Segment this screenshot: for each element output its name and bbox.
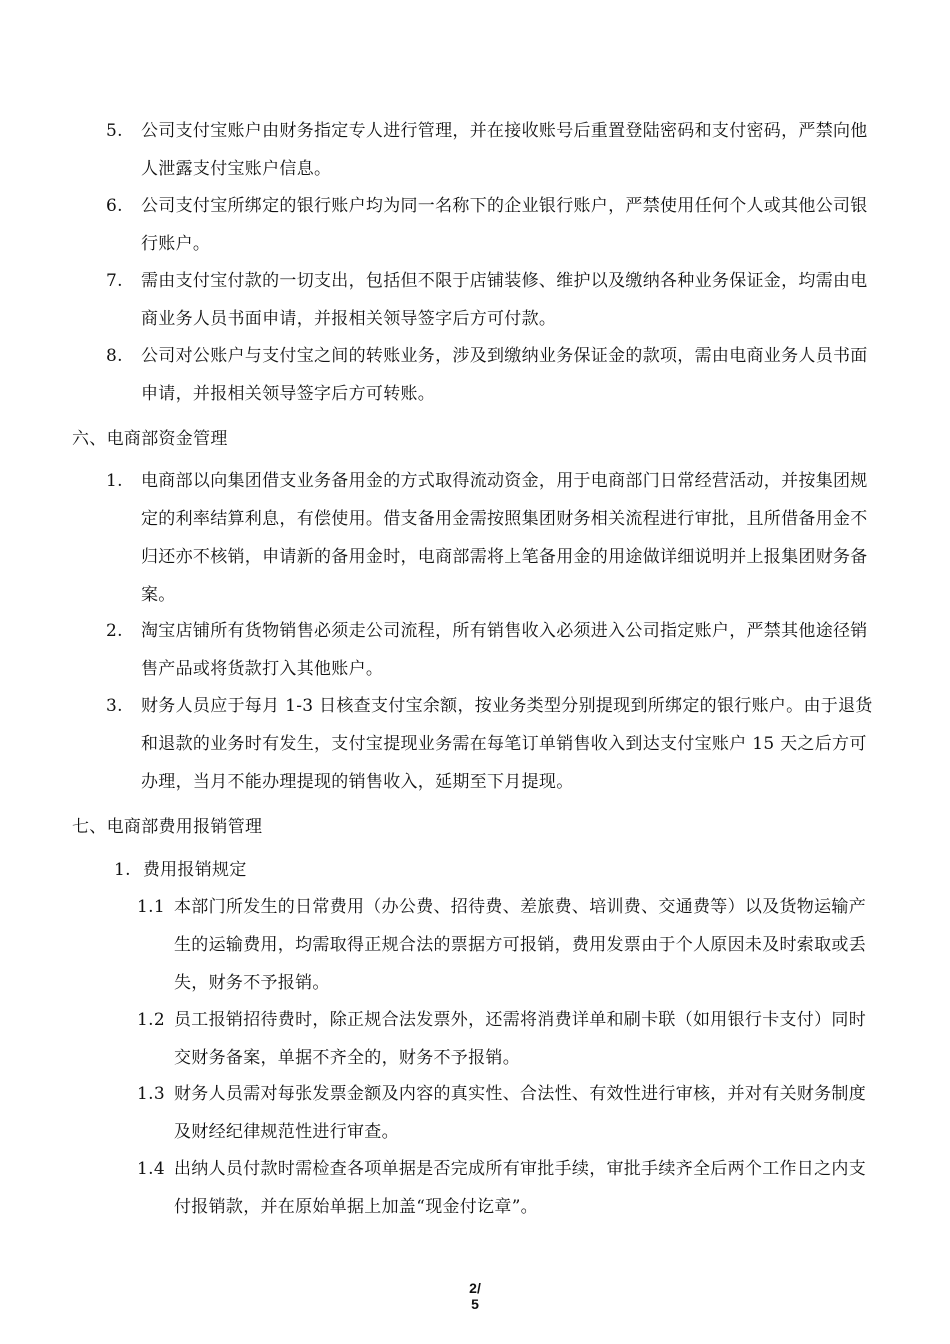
list-item: [137, 1075, 877, 1151]
item-number: 5.: [106, 121, 123, 141]
subsection-title: [114, 851, 247, 889]
page-number: [0, 1280, 950, 1312]
item-text: 员工报销招待费时，除正规合法发票外，还需将消费详单和刷卡联（如用银行卡支付）同时交财务备案，单据不齐全的，财务不予报销。: [174, 1010, 866, 1068]
item-text: 公司支付宝账户由财务指定专人进行管理，并在接收账号后重置登陆密码和支付密码，严禁向他人泄露支付宝账户信息。: [141, 121, 868, 179]
page-number-line: 2/: [469, 1280, 481, 1296]
list-item: [106, 687, 876, 801]
item-number: 1.1: [137, 897, 165, 917]
page-number-line: 5: [471, 1296, 479, 1312]
item-number: 3.: [106, 696, 123, 716]
item-number: 1.4: [137, 1159, 165, 1179]
item-number: 1.2: [137, 1010, 165, 1030]
list-item: [106, 262, 876, 338]
subsection-number: 1.: [114, 860, 131, 880]
item-text: 财务人员需对每张发票金额及内容的真实性、合法性、有效性进行审核，并对有关财务制度及财经纪律规范性进行审查。: [174, 1084, 866, 1142]
item-text: 财务人员应于每月 1-3 日核查支付宝余额，按业务类型分别提现到所绑定的银行账户。由于退货和退款的业务时有发生，支付宝提现业务需在每笔订单销售收入到达支付宝账户 15 天之后方可办理，当月不能办理提现的销售收入，延期至下月提现。: [141, 696, 873, 792]
item-text: 出纳人员付款时需检查各项单据是否完成所有审批手续，审批手续齐全后两个工作日之内支付报销款，并在原始单据上加盖“现金付讫章”。: [174, 1159, 866, 1217]
item-text: 公司支付宝所绑定的银行账户均为同一名称下的企业银行账户，严禁使用任何个人或其他公司银行账户。: [141, 196, 868, 254]
list-item: [137, 888, 877, 1002]
item-text: 公司对公账户与支付宝之间的转账业务，涉及到缴纳业务保证金的款项，需由电商业务人员书面申请，并报相关领导签字后方可转账。: [141, 346, 868, 404]
section-heading: 七、电商部费用报销管理: [72, 817, 263, 837]
item-text: 淘宝店铺所有货物销售必须走公司流程，所有销售收入必须进入公司指定账户，严禁其他途径销售产品或将货款打入其他账户。: [141, 621, 868, 679]
item-number: 1.3: [137, 1084, 165, 1104]
list-item: [106, 337, 876, 413]
section-heading: 六、电商部资金管理: [72, 429, 228, 449]
item-text: 需由支付宝付款的一切支出，包括但不限于店铺装修、维护以及缴纳各种业务保证金，均需由电商业务人员书面申请，并报相关领导签字后方可付款。: [141, 271, 868, 329]
list-item: [106, 187, 876, 263]
subsection-label: 费用报销规定: [142, 860, 247, 880]
list-item: [106, 462, 876, 614]
item-number: 8.: [106, 346, 123, 366]
item-number: 2.: [106, 621, 123, 641]
item-number: 6.: [106, 196, 123, 216]
item-number: 1.: [106, 471, 123, 491]
list-item: [106, 612, 876, 688]
item-text: 本部门所发生的日常费用（办公费、招待费、差旅费、培训费、交通费等）以及货物运输产生的运输费用，均需取得正规合法的票据方可报销，费用发票由于个人原因未及时索取或丢失，财务不予报销。: [174, 897, 866, 993]
list-item: [106, 112, 876, 188]
item-number: 7.: [106, 271, 123, 291]
list-item: [137, 1001, 877, 1077]
item-text: 电商部以向集团借支业务备用金的方式取得流动资金，用于电商部门日常经营活动，并按集团规定的利率结算利息，有偿使用。借支备用金需按照集团财务相关流程进行审批，且所借备用金不归还亦不核销，申请新的备用金时，电商部需将上笔备用金的用途做详细说明并上报集团财务备案。: [141, 471, 868, 605]
list-item: [137, 1150, 877, 1226]
